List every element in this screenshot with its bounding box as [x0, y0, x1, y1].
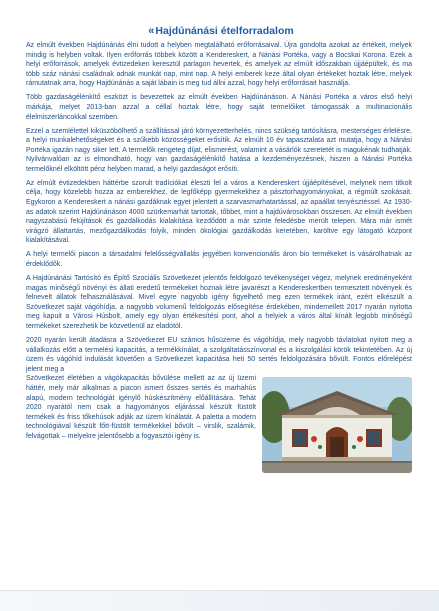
double-chevron-icon: « — [148, 25, 153, 37]
paragraph-piac: A helyi termelői piacon a társadalmi felelősségvállalás jegyében konvencionális áron bio termékeket is vásárolhatnak az érdeklődők. — [26, 251, 412, 269]
butcher-shop-photo — [262, 377, 412, 473]
paragraph-with-photo — [26, 336, 412, 442]
footer-band — [0, 591, 439, 611]
page-header — [0, 23, 439, 39]
paragraph-portéka: Több gazdaságélénkítő eszközt is bevezettek az elmúlt években Hajdúnánáson. A Nánási Portéka a város első helyi márkája, melyet 2013-ban azzal a céllal hoztak létre, hogy saját termelőiket támogassák a multinacionális élelmiszerláncokkal szemben. — [26, 94, 412, 121]
butcher-shop-illustration — [262, 377, 412, 473]
paragraph-intro: Az elmúlt években Hajdúnánás élni tudott a helyben megtalálható erőforrásaival. Újra gondolta azokat az értékeit, melyek mindig is helyben voltak. Ilyen erőforrás többek között a Kendereskert, a Nánási Portéka, vagy a Bocskai Korona. Ezek a helyi erőforrások, amelyek évtizedeken keresztül parlagon hevertek, és amelyek az elmúlt időszakban újjáépültek, és ma több száz nánási családnak adnak munkát nap, mint nap. A helyi emberek keze által olyan értékeket hoztak létre, melyek rámutatnak arra, hogy Hajdúnánás a saját lábain is meg tud állni azzal, hogy helyi erőforrásait használja. — [26, 42, 412, 88]
paragraph-kendereskert: Az elmúlt évtizedekben háttérbe szorult tradíciókat éleszti fel a város a Kendereskert újjáépítésével, melynek nem titkolt célja, hogy közelebb hozza az emberekhez, de legfőképp gyermekekhez a pásztorhagyományokat, a régmúlt szokásait. Egykoron a Kendereskert a nánási gazdáknak egyet jelentett a szarvasmarhatartással, az apaállat tenyésztéssel. Az 1930-as adatok szerint Hajdúnánáson 4000 szürkemarhát tartottak, tőbbet, mint a hajdúvárosokban összesen. Az elmúlt években nagyszabású felújítások és gazdálkodás kialakítása kezdődött a már szinte feledésbe merült telepen. Mára már ismét virágzó állattartás, mezőgazdálkodás folyik, minden ökológiai gazdálkodás keretében, karöltve egy látogató központ kialakításával. — [26, 179, 412, 245]
paragraph-szemlelet: Ezzel a szemlélettel kiküszöbölhető a szállítással járó környezetterhelés, nincs szükség tartósításra, mesterséges érlelésre, a helyi munkalehetőségeket és a szűkebb közösségeket erősítik. Az elmúlt 10 év tapasztalata azt mutatja, hogy a Nánási Portéka igazán nagy siker lett. A termelők rengeteg díjat, elismerést, valamint a vásárlók szeretetét is magukénak tudhatják. Nyilvánvalóan az is elmondható, hogy van gazdaságélénkítő hatása a kezdeményezésnek, hiszen a Nánási Portéka termelőknél elköltött pénz helyben marad, a helyi gazdaságot erősíti. — [26, 127, 412, 173]
page-title: Hajdúnánási ételforradalom — [155, 25, 294, 37]
paragraph-2020-start: 2020 nyarán került átadásra a Szövetkezet EU számos hűsüzeme és vágóhídja, mely nagyobb távlatokat nyitott meg a vállalkozás előtt a termelési kapacitás, a termékkínálat, a szolgáltatásszínvonal és a kiszolgálási körök tekintetében. Az új üzem és vágóhíd indulását követően a Szövetkezet kapacitása heti 50 sertés feldolgozására bővült. Fontos előrelépést jelent meg a — [26, 336, 412, 373]
paragraph-szovetkezet: A Hajdúnánási Tartósító és Építő Szociális Szövetkezet jelentős feldolgozó tevékenységet végez, melynek eredményeként magas minőségű növényi és állati eredetű termékeket hoznak létre javarészt a Kendereskertben termesztett növények és felnevelt állatok felhasználásával. Mivel egyre nagyobb igény figyelhető meg ezen termékek iránt, ezért elkészült a Szövetkezet saját vágóhídja, a nagyobb volumenű feldolgozás elősegítése érdekében, mindemellett 2017 nyarán nyitotta meg kapuit a Városi Húsbolt, amely egy olyan értékesítési pont, ahol a helyiek a város által kínált legjobb minőségű termékeket szerezhetik be közvetlenül az eladótól. — [26, 275, 412, 330]
article-body — [26, 41, 412, 475]
paragraph-2020-continued: Szövetkezet életében a vágókapacitás bővülése mellett az az új üzemi háttér, mely már alkalmas a piacon ismert ősszes sertés és marhahús alapú, modern technológiát igénylő húskészítmény előállítására. Tehát 2020 nyarától nem csak a hagyományos eljárással készült füstölt termékek és friss tőkehúsok adják az üzem kínálatát. A paletta a modern technológiával készült főtt-füstölt termékekkel bővült – virslik, szalámik, felvágottak – melyekre jelentősebb a fogyasztói igény is. — [26, 375, 256, 440]
